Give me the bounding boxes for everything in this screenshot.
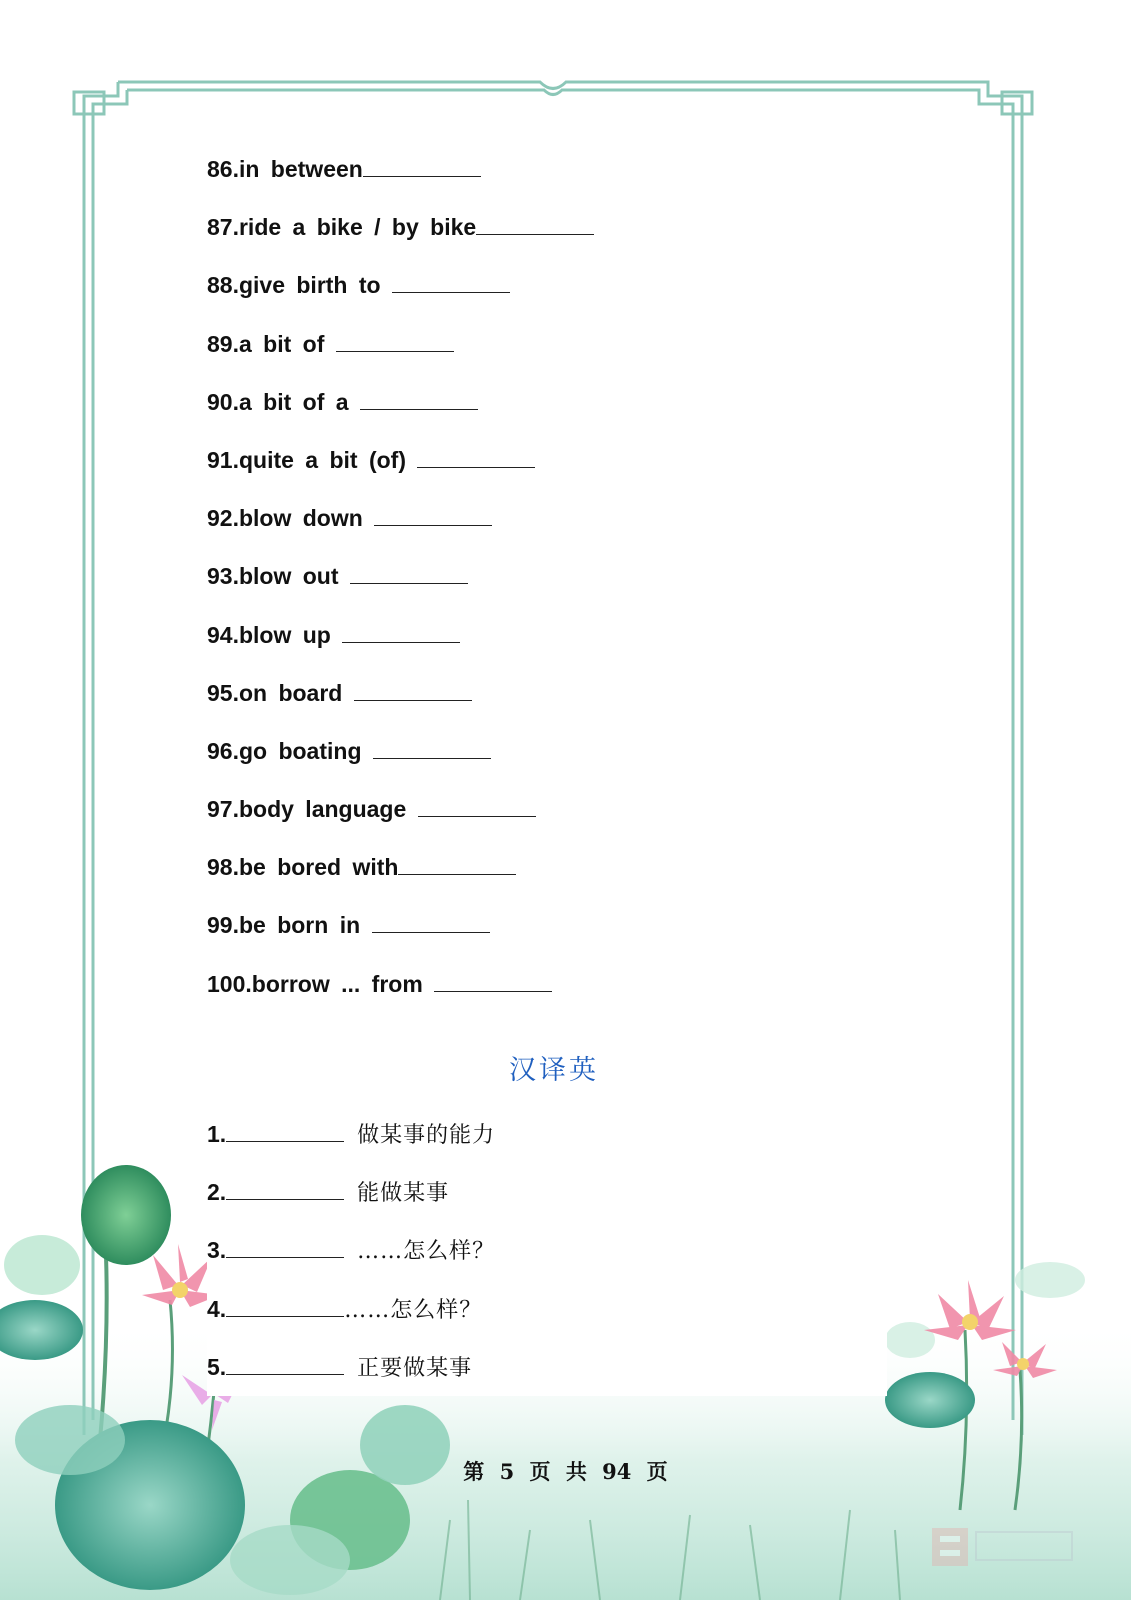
phrase-text: 91.quite a bit (of) — [207, 446, 418, 473]
answer-blank[interactable] — [476, 216, 594, 235]
answer-blank[interactable] — [372, 914, 490, 933]
watermark-logo — [930, 1522, 1080, 1572]
translation-list — [207, 1105, 887, 1396]
phrase-text: 99.be born in — [207, 912, 372, 939]
chinese-prompt: 做某事的能力 — [344, 1123, 496, 1148]
answer-blank[interactable] — [226, 1123, 344, 1142]
answer-blank[interactable] — [350, 565, 468, 584]
phrase-text: 89.a bit of — [207, 330, 336, 357]
phrase-item — [207, 606, 887, 664]
answer-blank[interactable] — [418, 798, 536, 817]
translation-item — [207, 1105, 887, 1163]
answer-blank[interactable] — [342, 624, 460, 643]
answer-blank[interactable] — [226, 1239, 344, 1258]
answer-blank[interactable] — [374, 507, 492, 526]
answer-blank[interactable] — [226, 1298, 344, 1317]
item-number: 2. — [207, 1179, 227, 1206]
answer-blank[interactable] — [392, 274, 510, 293]
phrase-list — [207, 140, 887, 1013]
translation-item — [207, 1163, 887, 1221]
section-title: 汉译英 — [509, 1055, 599, 1086]
phrase-item — [207, 547, 887, 605]
phrase-text: 86.in between — [207, 156, 363, 182]
phrase-item — [207, 838, 887, 896]
translation-item — [207, 1280, 887, 1338]
phrase-item — [207, 896, 887, 954]
phrase-text: 90.a bit of a — [207, 388, 360, 415]
phrase-item — [207, 198, 887, 256]
phrase-item — [207, 431, 887, 489]
page-footer: 第 5 页 共 94 页 — [463, 1459, 668, 1484]
phrase-item — [207, 315, 887, 373]
translation-item — [207, 1338, 887, 1396]
answer-blank[interactable] — [354, 682, 472, 701]
item-number: 4. — [207, 1295, 227, 1322]
phrase-item — [207, 780, 887, 838]
phrase-item — [207, 489, 887, 547]
phrase-text: 96.go boating — [207, 737, 373, 764]
phrase-text: 88.give birth to — [207, 272, 392, 299]
phrase-text: 98.be bored with — [207, 854, 399, 881]
phrase-text: 97.body language — [207, 796, 418, 823]
phrase-item — [207, 955, 887, 1013]
answer-blank[interactable] — [434, 973, 552, 992]
phrase-item — [207, 373, 887, 431]
answer-blank[interactable] — [336, 333, 454, 352]
answer-blank[interactable] — [226, 1356, 344, 1375]
item-number: 3. — [207, 1237, 227, 1264]
answer-blank[interactable] — [363, 158, 481, 177]
phrase-text: 100.borrow ... from — [207, 970, 435, 997]
answer-blank[interactable] — [417, 449, 535, 468]
phrase-text: 92.blow down — [207, 505, 375, 532]
phrase-text: 93.blow out — [207, 563, 350, 590]
phrase-item — [207, 256, 887, 314]
chinese-prompt: 能做某事 — [344, 1181, 450, 1207]
answer-blank[interactable] — [398, 856, 516, 875]
answer-blank[interactable] — [226, 1181, 344, 1200]
phrase-text: 94.blow up — [207, 621, 343, 648]
phrase-text: 87.ride a bike / by bike — [207, 214, 477, 241]
phrase-item — [207, 722, 887, 780]
phrase-text: 95.on board — [207, 679, 354, 706]
phrase-item — [207, 140, 887, 198]
chinese-prompt: ……怎么样？ — [344, 1239, 496, 1265]
chinese-prompt: 正要做某事 — [344, 1355, 473, 1381]
phrase-item — [207, 664, 887, 722]
answer-blank[interactable] — [360, 391, 478, 410]
item-number: 1. — [207, 1121, 227, 1147]
translation-item — [207, 1221, 887, 1279]
answer-blank[interactable] — [373, 740, 491, 759]
chinese-prompt: ……怎么样？ — [344, 1297, 483, 1323]
item-number: 5. — [207, 1353, 227, 1380]
